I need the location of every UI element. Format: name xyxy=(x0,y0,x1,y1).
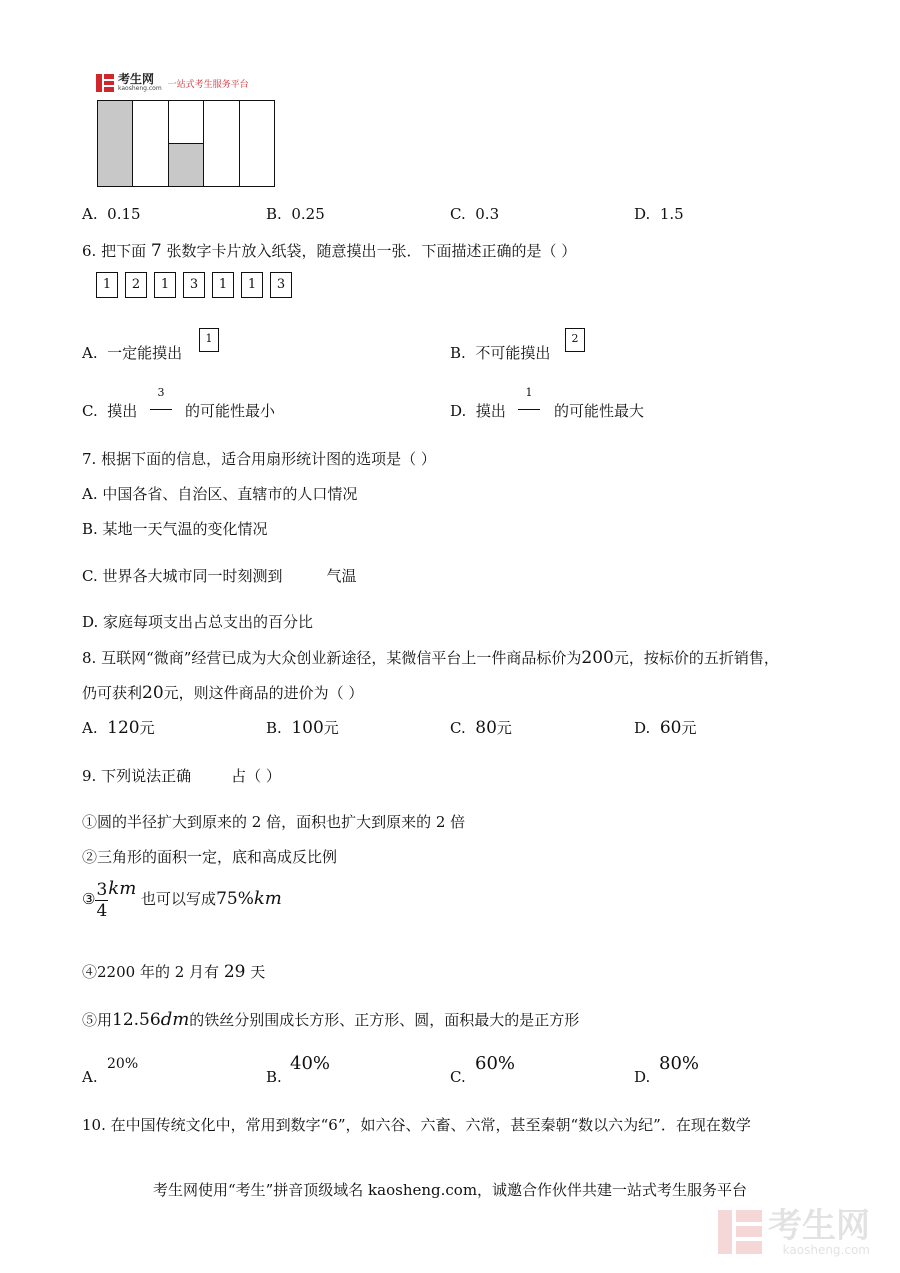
q7-option-d: D. 家庭每项支出占总支出的百分比 xyxy=(82,613,314,631)
number-card: 1 xyxy=(241,272,263,298)
q5-option-d: D. 1.5 xyxy=(634,205,684,223)
number-card: 1 xyxy=(154,272,176,298)
q9-option-d-value: 80% xyxy=(659,1053,700,1074)
q5-option-c: C. 0.3 xyxy=(450,205,500,223)
q8-option-a: A. 120元 xyxy=(82,718,155,738)
q5-option-a: A. 0.15 xyxy=(82,205,141,223)
figure-column xyxy=(133,101,168,186)
number-card: 1 xyxy=(96,272,118,298)
q9-statement-1: ①圆的半径扩大到原来的 2 倍，面积也扩大到原来的 2 倍 xyxy=(82,813,466,831)
q6-option-c-card: 3 xyxy=(150,386,172,410)
number-card: 2 xyxy=(125,272,147,298)
q6-option-c-tail: 的可能性最小 xyxy=(185,402,276,420)
q6-card-row xyxy=(96,272,299,298)
figure-column xyxy=(204,101,239,186)
q6-option-c: C. 摸出 xyxy=(82,402,138,420)
q6-option-a: A. 一定能摸出 xyxy=(82,344,183,362)
q6-option-d: D. 摸出 xyxy=(450,402,506,420)
q8-option-d: D. 60元 xyxy=(634,718,697,738)
figure-column xyxy=(240,101,274,186)
q9-option-b-value: 40% xyxy=(290,1053,331,1074)
q6-option-b-card: 2 xyxy=(565,328,585,352)
fraction: $\frac{3}{4}$ xyxy=(96,879,108,921)
figure-shaded-half xyxy=(169,144,203,186)
q5-option-b: B. 0.25 xyxy=(266,205,325,223)
watermark-name: 考生网 kaosheng.com xyxy=(768,1206,870,1257)
page-footer: 考生网使用“考生”拼音顶级域名 kaosheng.com，诚邀合作伙伴共建一站式考生服务平台 xyxy=(152,1181,748,1199)
q7-option-c: C. 世界各大城市同一时刻测到 气温 xyxy=(82,567,357,585)
q6-option-a-card: 1 xyxy=(199,328,219,352)
q9-statement-5: ⑤用12.56dm的铁丝分别围成长方形、正方形、圆，面积最大的是正方形 xyxy=(82,1009,580,1030)
q6-stem: 6. 把下面 7 张数字卡片放入纸袋，随意摸出一张．下面描述正确的是（ ） xyxy=(82,241,577,261)
figure-upper-half xyxy=(169,101,203,144)
logo-name: 考生网 kaosheng.com xyxy=(118,72,162,92)
q9-option-a: A. xyxy=(82,1068,98,1086)
q9-statement-3: ③ $\frac{3}{4}$ km 也可以写成75%km xyxy=(82,878,282,921)
logo-slogan: 一站式考生服务平台 xyxy=(167,79,249,90)
number-card: 3 xyxy=(270,272,292,298)
q8-stem-line2: 仍可获利20元，则这件商品的进价为（ ） xyxy=(82,683,364,703)
figure-split-column xyxy=(169,101,204,186)
q9-option-c: C. xyxy=(450,1068,466,1086)
q7-stem: 7. 根据下面的信息，适合用扇形统计图的选项是（ ） xyxy=(82,450,436,468)
logo-mark-icon xyxy=(96,74,114,92)
q9-option-b: B. xyxy=(266,1068,282,1086)
q8-option-b: B. 100元 xyxy=(266,718,339,738)
q9-option-a-value: 20% xyxy=(107,1056,139,1072)
q7-option-b: B. 某地一天气温的变化情况 xyxy=(82,520,268,538)
number-card: 3 xyxy=(183,272,205,298)
q9-stem: 9. 下列说法正确 占（ ） xyxy=(82,767,281,785)
q9-statement-4: ④2200 年的 2 月有 29 天 xyxy=(82,962,266,982)
q6-option-d-card: 1 xyxy=(518,386,540,410)
watermark-logo xyxy=(718,1208,870,1256)
q8-option-c: C. 80元 xyxy=(450,718,512,738)
q7-option-a: A. 中国各省、自治区、直辖市的人口情况 xyxy=(82,485,358,503)
figure-shaded-column xyxy=(98,101,133,186)
header-logo xyxy=(96,72,249,94)
q10-stem: 10. 在中国传统文化中，常用到数字“6”，如六谷、六畜、六常，甚至秦朝“数以六为纪”．在现在数学 xyxy=(82,1116,751,1134)
q8-stem-line1: 8. 互联网“微商”经营已成为大众创业新途径，某微信平台上一件商品标价为200元，按标价的五折销售， xyxy=(82,648,779,668)
q9-option-c-value: 60% xyxy=(475,1053,516,1074)
number-card: 1 xyxy=(212,272,234,298)
q6-option-d-tail: 的可能性最大 xyxy=(554,402,645,420)
q9-option-d: D. xyxy=(634,1068,651,1086)
q5-figure xyxy=(97,100,275,187)
watermark-mark-icon xyxy=(718,1210,762,1254)
q9-statement-2: ②三角形的面积一定，底和高成反比例 xyxy=(82,848,338,866)
q6-option-b: B. 不可能摸出 xyxy=(450,344,551,362)
